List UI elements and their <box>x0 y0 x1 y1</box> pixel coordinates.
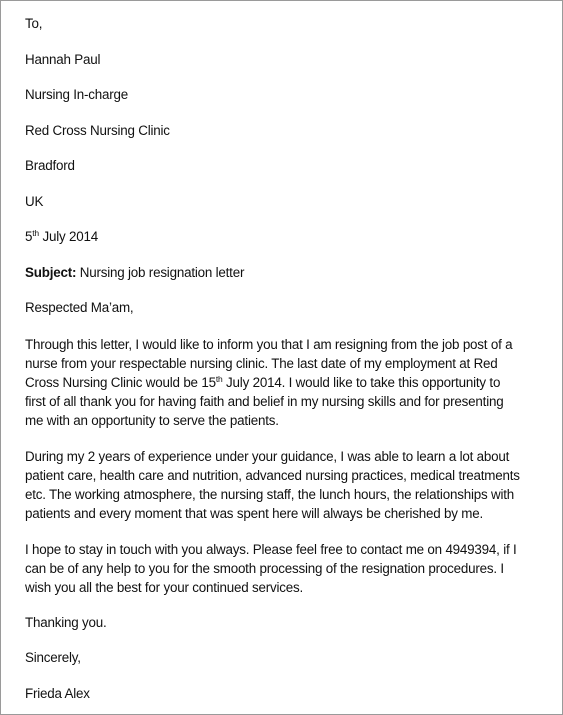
subject-text: Nursing job resignation letter <box>76 264 245 280</box>
date-rest: July 2014 <box>38 229 98 244</box>
paragraph-2 <box>25 447 549 523</box>
to-label: To, <box>25 16 43 31</box>
paragraph-line: first of all thank you for having faith and belief in my nursing skills and for presenting <box>25 393 504 409</box>
letter-date <box>25 228 549 246</box>
paragraph-line: can be of any help to you for the smooth processing of the resignation procedures. I <box>25 560 504 576</box>
paragraph-line: patient care, health care and nutrition, advanced nursing practices, medical treatments <box>25 467 520 483</box>
paragraph-line: patients and every moment that was spent here will always be cherished by me. <box>25 505 483 521</box>
country: UK <box>25 193 44 209</box>
recipient-title: Nursing In-charge <box>25 87 129 102</box>
closing-line: Sincerely, <box>25 650 81 665</box>
paragraph-line: nurse from your respectable nursing clinic. The last date of my employment at Red <box>25 355 498 371</box>
letter-body <box>25 15 549 703</box>
date-suffix: th <box>32 228 39 238</box>
thanks-line: Thanking you. <box>25 614 107 630</box>
paragraph-line: During my 2 years of experience under your guidance, I was able to learn a lot about <box>25 448 510 464</box>
date-day: 5 <box>25 229 33 244</box>
para1-line3-b: July 2014. I would like to take this opportunity to <box>222 374 501 390</box>
paragraph-line <box>25 373 549 392</box>
subject-line <box>25 264 549 282</box>
paragraph-line: etc. The working atmosphere, the nursing staff, the lunch hours, the relationships with <box>25 486 514 502</box>
salutation: Respected Ma’am, <box>25 300 134 315</box>
city: Bradford <box>25 158 75 173</box>
paragraph-line: Through this letter, I would like to inform you that I am resigning from the job post of a <box>25 336 513 352</box>
recipient-name: Hannah Paul <box>25 51 101 67</box>
paragraph-line: wish you all the best for your continued services. <box>25 579 304 595</box>
signature: Frieda Alex <box>25 685 90 701</box>
paragraph-3 <box>25 540 549 597</box>
organization: Red Cross Nursing Clinic <box>25 122 170 138</box>
subject-label: Subject: <box>25 264 77 280</box>
para1-line3-sup: th <box>215 373 223 384</box>
paragraph-line: I hope to stay in touch with you always. Please feel free to contact me on 4949394, if I <box>25 541 517 557</box>
para1-line3-a: Cross Nursing Clinic would be 15 <box>25 374 216 390</box>
paragraph-1 <box>25 335 549 430</box>
paragraph-line: me with an opportunity to serve the patients. <box>25 412 279 428</box>
